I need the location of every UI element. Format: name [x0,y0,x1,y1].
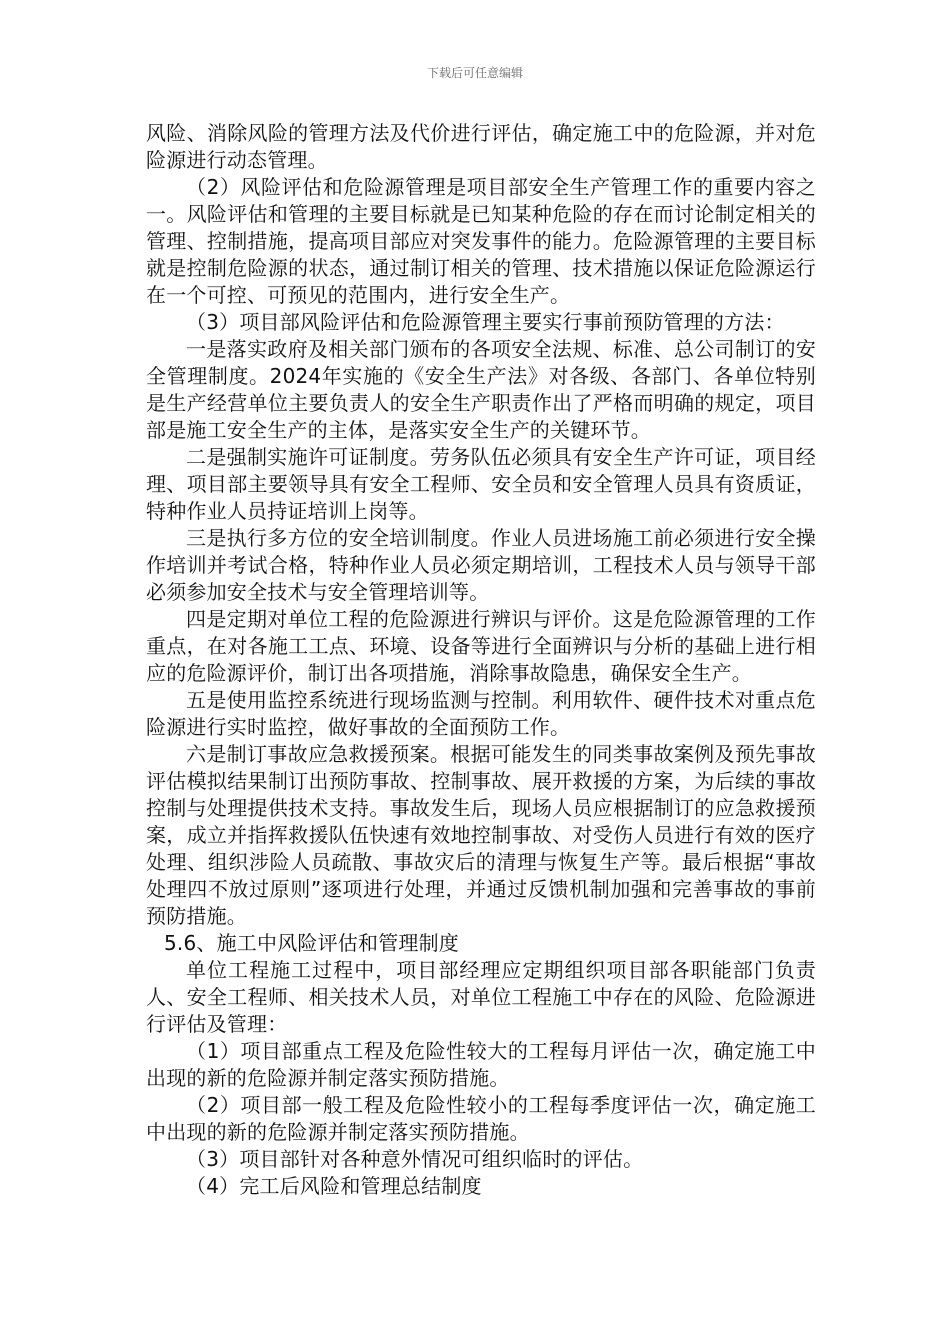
paragraph-sub-1: （1）项目部重点工程及危险性较大的工程每月评估一次，确定施工中出现的新的危险源并制定落实预防措施。 [146,1039,816,1090]
section-heading-5-6: 5.6、施工中风险评估和管理制度 [164,931,460,955]
paragraph-third: 三是执行多方位的安全培训制度。作业人员进场施工前必须进行安全操作培训并考试合格，特种作业人员必须定期培训，工程技术人员与领导干部必须参加安全技术与安全管理培训等。 [146,526,816,604]
paragraph-first: 一是落实政府及相关部门颁布的各项安全法规、标准、总公司制订的安全管理制度。2024年实施的《安全生产法》对各级、各部门、各单位特别是生产经营单位主要负责人的安全生产职责作出了严格而明确的规定，项目部是施工安全生产的主体，是落实安全生产的关键环节。 [146,337,816,442]
page-header-note: 下载后可任意编辑 [426,66,523,80]
paragraph-sixth: 六是制订事故应急救援预案。根据可能发生的同类事故案例及预先事故评估模拟结果制订出预防事故、控制事故、展开救援的方案，为后续的事故控制与处理提供技术支持。事故发生后，现场人员应根据制订的应急救援预案，成立并指挥救援队伍快速有效地控制事故、对受伤人员进行有效的医疗处理、组织涉险人员疏散、事故灾后的清理与恢复生产等。最后根据“事故处理四不放过原则”逐项进行处理，并通过反馈机制加强和完善事故的事前预防措施。 [146,742,816,928]
paragraph-risk-intro: 风险、消除风险的管理方法及代价进行评估，确定施工中的危险源，并对危险源进行动态管理。 [146,121,816,172]
paragraph-item-3: （3）项目部风险评估和危险源管理主要实行事前预防管理的方法： [186,310,785,334]
paragraph-second: 二是强制实施许可证制度。劳务队伍必须具有安全生产许可证，项目经理、项目部主要领导具有安全工程师、安全员和安全管理人员具有资质证，特种作业人员持证培训上岗等。 [146,445,816,523]
paragraph-section-intro: 单位工程施工过程中，项目部经理应定期组织项目部各职能部门负责人、安全工程师、相关技术人员，对单位工程施工中存在的风险、危险源进行评估及管理： [146,958,816,1036]
document-body [146,120,816,1200]
paragraph-sub-4: （4）完工后风险和管理总结制度 [186,1174,482,1198]
paragraph-item-2: （2）风险评估和危险源管理是项目部安全生产管理工作的重要内容之一。风险评估和管理的主要目标就是已知某种危险的存在而讨论制定相关的管理、控制措施，提高项目部应对突发事件的能力。危险源管理的主要目标就是控制危险源的状态，通过制订相关的管理、技术措施以保证危险源运行在一个可控、可预见的范围内，进行安全生产。 [146,175,816,307]
paragraph-fourth: 四是定期对单位工程的危险源进行辨识与评价。这是危险源管理的工作重点，在对各施工工点、环境、设备等进行全面辨识与分析的基础上进行相应的危险源评价，制订出各项措施，消除事故隐患，确保安全生产。 [146,607,816,685]
paragraph-fifth: 五是使用监控系统进行现场监测与控制。利用软件、硬件技术对重点危险源进行实时监控，做好事故的全面预防工作。 [146,688,816,739]
paragraph-sub-2: （2）项目部一般工程及危险性较小的工程每季度评估一次，确定施工中出现的新的危险源并制定落实预防措施。 [146,1093,816,1144]
paragraph-sub-3: （3）项目部针对各种意外情况可组织临时的评估。 [186,1147,644,1171]
